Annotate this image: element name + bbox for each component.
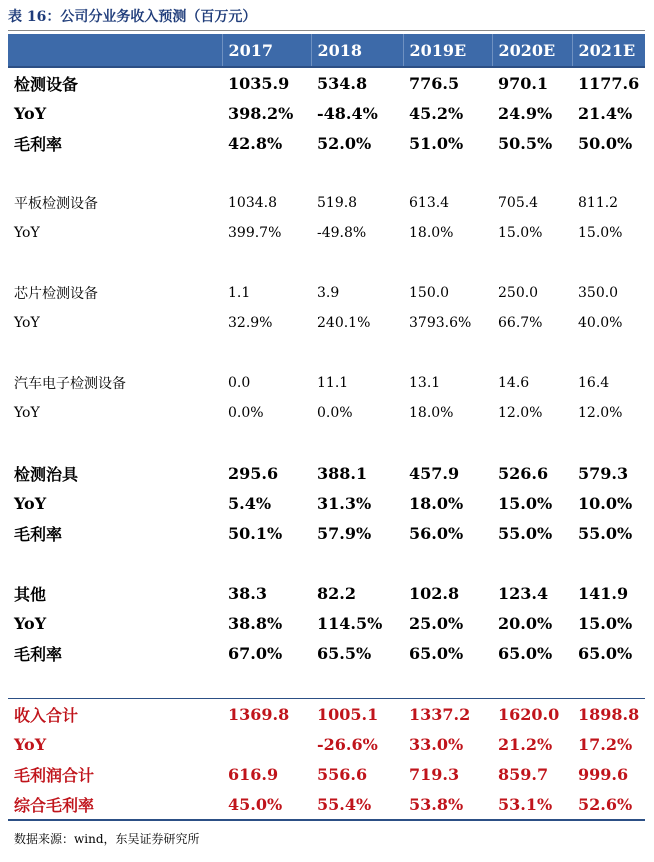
value-cell: 705.4 — [498, 195, 539, 211]
value-cell: 38.3 — [228, 583, 267, 603]
value-cell: 250.0 — [498, 285, 539, 301]
value-cell: 859.7 — [498, 764, 549, 784]
row-label: YoY — [14, 613, 47, 633]
value-cell: 40.0% — [578, 315, 623, 331]
value-cell: 811.2 — [578, 195, 619, 211]
row-label: 检测治具 — [14, 464, 79, 484]
table-row — [8, 789, 645, 820]
value-cell: 1034.8 — [228, 195, 277, 211]
spacer-cell — [8, 548, 645, 578]
value-cell: 0.0% — [317, 405, 353, 421]
table-row — [8, 278, 645, 308]
value-cell: 1035.9 — [222, 67, 311, 98]
value-cell: 53.8% — [403, 789, 492, 820]
row-label: 毛利率 — [14, 134, 63, 154]
value-cell: 65.0% — [409, 643, 464, 663]
header-cell: 2018 — [311, 34, 403, 67]
value-cell: 55.0% — [578, 523, 633, 543]
forecast-table — [8, 34, 645, 821]
value-cell: 50.1% — [228, 523, 283, 543]
value-cell: 18.0% — [409, 225, 454, 241]
value-cell: 25.0% — [409, 613, 464, 633]
value-cell: 776.5 — [403, 67, 492, 98]
table-row — [8, 638, 645, 668]
value-cell: 1620.0 — [492, 699, 572, 730]
table-row — [8, 308, 645, 338]
row-label: 收入合计 — [8, 699, 222, 730]
value-cell: 15.0% — [578, 225, 623, 241]
value-cell: 18.0% — [409, 493, 464, 513]
value-cell: 55.0% — [498, 523, 553, 543]
row-label: 毛利率 — [14, 644, 63, 664]
value-cell: 42.8% — [228, 133, 283, 153]
header-cell: 2021E — [572, 34, 645, 67]
value-cell: 52.6% — [572, 789, 645, 820]
row-label: YoY — [14, 405, 40, 421]
spacer-cell — [8, 668, 645, 699]
value-cell: 295.6 — [228, 463, 279, 483]
value-cell: 52.0% — [317, 133, 372, 153]
value-cell: 51.0% — [409, 133, 464, 153]
row-label: 芯片检测设备 — [14, 286, 98, 302]
title-divider — [8, 30, 645, 31]
value-cell: 3793.6% — [409, 315, 472, 331]
value-cell: 1337.2 — [403, 699, 492, 730]
row-label: 其他 — [14, 584, 47, 604]
row-label: YoY — [14, 225, 40, 241]
spacer-cell — [8, 248, 645, 278]
value-cell: 21.4% — [578, 103, 633, 123]
value-cell: 50.5% — [498, 133, 553, 153]
value-cell: 50.0% — [578, 133, 633, 153]
value-cell: 1177.6 — [572, 67, 645, 98]
source-note: 数据来源：wind，东吴证券研究所 — [14, 832, 200, 846]
value-cell: 398.2% — [228, 103, 294, 123]
table-row — [8, 729, 645, 759]
row-label: 综合毛利率 — [8, 789, 222, 820]
value-cell: 616.9 — [228, 764, 279, 784]
table-row — [8, 188, 645, 218]
value-cell: 350.0 — [578, 285, 619, 301]
value-cell: 32.9% — [228, 315, 273, 331]
table-body — [8, 67, 645, 820]
value-cell: 21.2% — [498, 734, 553, 754]
value-cell: 388.1 — [317, 463, 368, 483]
value-cell: -48.4% — [317, 103, 378, 123]
value-cell: 15.0% — [498, 493, 553, 513]
value-cell: 45.2% — [409, 103, 464, 123]
value-cell: 17.2% — [578, 734, 633, 754]
value-cell: 399.7% — [228, 225, 282, 241]
header-cell: 2017 — [222, 34, 311, 67]
row-label: 毛利率 — [14, 524, 63, 544]
table-row — [8, 488, 645, 518]
value-cell: 12.0% — [498, 405, 543, 421]
value-cell: 719.3 — [409, 764, 460, 784]
table-row — [8, 98, 645, 128]
value-cell: -26.6% — [317, 734, 378, 754]
spacer-cell — [8, 158, 645, 188]
table-row — [8, 578, 645, 608]
value-cell: 1005.1 — [311, 699, 403, 730]
value-cell: 65.5% — [317, 643, 372, 663]
value-cell: 0.0% — [228, 405, 264, 421]
table-row — [8, 458, 645, 488]
value-cell: 66.7% — [498, 315, 543, 331]
value-cell: 114.5% — [317, 613, 383, 633]
table-row — [8, 608, 645, 638]
value-cell: 82.2 — [317, 583, 356, 603]
value-cell: 24.9% — [498, 103, 553, 123]
header-cell: 2019E — [403, 34, 492, 67]
table-row — [8, 128, 645, 158]
spacer-row — [8, 338, 645, 368]
table-row — [8, 759, 645, 789]
value-cell: 526.6 — [498, 463, 549, 483]
value-cell: 534.8 — [311, 67, 403, 98]
value-cell: 123.4 — [498, 583, 549, 603]
value-cell: 14.6 — [498, 375, 530, 391]
row-label: YoY — [14, 493, 47, 513]
value-cell: 240.1% — [317, 315, 371, 331]
value-cell: 67.0% — [228, 643, 283, 663]
spacer-row — [8, 158, 645, 188]
spacer-row — [8, 548, 645, 578]
table-title: 表 16：公司分业务收入预测（百万元） — [8, 9, 257, 25]
header-cell — [8, 34, 222, 67]
table-row — [8, 67, 645, 98]
value-cell: 18.0% — [409, 405, 454, 421]
value-cell: 56.0% — [409, 523, 464, 543]
value-cell: 1898.8 — [572, 699, 645, 730]
value-cell: 5.4% — [228, 493, 272, 513]
row-label: 汽车电子检测设备 — [14, 376, 126, 392]
spacer-row — [8, 428, 645, 458]
row-label: 检测设备 — [8, 67, 222, 98]
value-cell: 970.1 — [492, 67, 572, 98]
value-cell: 33.0% — [409, 734, 464, 754]
value-cell: 457.9 — [409, 463, 460, 483]
value-cell: 65.0% — [498, 643, 553, 663]
value-cell: 1369.8 — [222, 699, 311, 730]
value-cell: 11.1 — [317, 375, 349, 391]
value-cell: 556.6 — [317, 764, 368, 784]
value-cell: 16.4 — [578, 375, 610, 391]
row-label: 平板检测设备 — [14, 196, 98, 212]
row-label: YoY — [14, 315, 40, 331]
value-cell: 999.6 — [578, 764, 629, 784]
value-cell: 15.0% — [578, 613, 633, 633]
value-cell: 579.3 — [578, 463, 629, 483]
value-cell: 519.8 — [317, 195, 358, 211]
row-label: 毛利润合计 — [14, 765, 95, 785]
spacer-cell — [8, 338, 645, 368]
header-row — [8, 34, 645, 67]
value-cell: 53.1% — [492, 789, 572, 820]
value-cell: 38.8% — [228, 613, 283, 633]
value-cell: 150.0 — [409, 285, 450, 301]
spacer-cell — [8, 428, 645, 458]
value-cell: 45.0% — [222, 789, 311, 820]
value-cell: 10.0% — [578, 493, 633, 513]
value-cell: 613.4 — [409, 195, 450, 211]
value-cell: 15.0% — [498, 225, 543, 241]
value-cell: 0.0 — [228, 375, 251, 391]
value-cell: 12.0% — [578, 405, 623, 421]
table-row — [8, 368, 645, 398]
value-cell: 57.9% — [317, 523, 372, 543]
value-cell: 102.8 — [409, 583, 460, 603]
value-cell: 1.1 — [228, 285, 251, 301]
value-cell: 55.4% — [311, 789, 403, 820]
value-cell: 31.3% — [317, 493, 372, 513]
row-label: YoY — [14, 103, 47, 123]
value-cell: 20.0% — [498, 613, 553, 633]
value-cell: 3.9 — [317, 285, 340, 301]
value-cell: 13.1 — [409, 375, 441, 391]
spacer-row — [8, 248, 645, 278]
value-cell: -49.8% — [317, 225, 367, 241]
header-cell: 2020E — [492, 34, 572, 67]
table-row — [8, 699, 645, 730]
value-cell: 65.0% — [578, 643, 633, 663]
table-row — [8, 518, 645, 548]
table-row — [8, 398, 645, 428]
value-cell — [222, 729, 311, 759]
row-label: YoY — [14, 734, 47, 754]
spacer-row — [8, 668, 645, 699]
table-row — [8, 218, 645, 248]
value-cell: 141.9 — [578, 583, 629, 603]
